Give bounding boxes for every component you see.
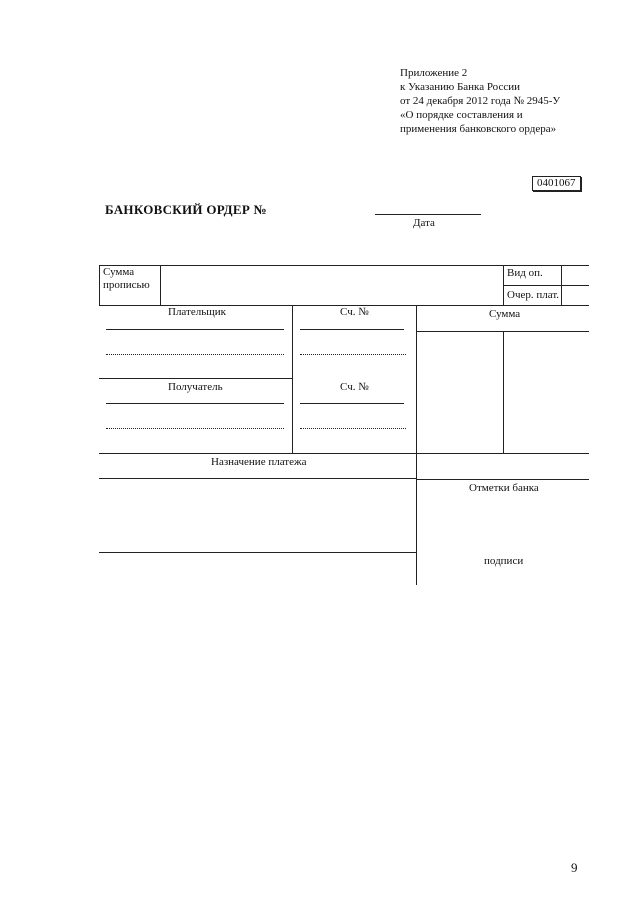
recipient-bank-account-dotted-line[interactable] xyxy=(300,428,406,429)
header-line-4: «О порядке составления и xyxy=(400,109,523,121)
right-section-divider xyxy=(416,305,417,585)
recipient-label: Получатель xyxy=(168,381,223,393)
sum-words-label-1: Сумма xyxy=(103,266,135,278)
vid-op-field[interactable] xyxy=(563,267,589,284)
vid-op-label: Вид оп. xyxy=(507,267,543,279)
vid-op-row-line xyxy=(503,285,589,286)
left-border xyxy=(99,265,100,305)
purpose-header-line xyxy=(99,478,416,479)
sum-column-divider xyxy=(503,331,504,453)
date-label: Дата xyxy=(413,217,435,229)
date-field-line[interactable] xyxy=(375,214,481,215)
purpose-top-border xyxy=(99,453,589,454)
sum-words-label-2: прописью xyxy=(103,279,150,291)
bank-marks-label: Отметки банка xyxy=(469,482,539,494)
purpose-bottom-border xyxy=(99,552,416,553)
account1-line[interactable] xyxy=(300,329,404,330)
account2-label: Сч. № xyxy=(340,381,369,393)
recipient-name-line[interactable] xyxy=(106,403,284,404)
header-line-1: Приложение 2 xyxy=(400,67,468,79)
purpose-field[interactable] xyxy=(101,480,414,550)
payer-recipient-separator xyxy=(99,378,292,379)
payer-name-line[interactable] xyxy=(106,329,284,330)
account-column-divider xyxy=(292,305,293,453)
form-code-box: 0401067 xyxy=(532,176,581,191)
ocher-plat-label: Очер. плат. xyxy=(507,289,560,301)
payer-bank-dotted-line[interactable] xyxy=(106,354,284,355)
bank-marks-line xyxy=(416,479,589,480)
header-line-2: к Указанию Банка России xyxy=(400,81,520,93)
document-title: БАНКОВСКИЙ ОРДЕР № xyxy=(105,202,268,217)
payer-label: Плательщик xyxy=(168,306,226,318)
signatures-label: подписи xyxy=(484,555,524,567)
header-line-3: от 24 декабря 2012 года № 2945-У xyxy=(400,95,561,107)
sum-in-words-field[interactable] xyxy=(162,267,501,303)
purpose-label: Назначение платежа xyxy=(211,456,307,468)
header-line-5: применения банковского ордера» xyxy=(400,123,557,135)
account2-line[interactable] xyxy=(300,403,404,404)
sum-value-field[interactable] xyxy=(505,333,589,451)
payer-bank-account-dotted-line[interactable] xyxy=(300,354,406,355)
account1-label: Сч. № xyxy=(340,306,369,318)
page-number: 9 xyxy=(571,860,578,875)
recipient-bank-dotted-line[interactable] xyxy=(106,428,284,429)
sum-label: Сумма xyxy=(489,308,521,320)
sum-words-divider xyxy=(160,265,161,305)
ocher-plat-field[interactable] xyxy=(563,287,589,304)
